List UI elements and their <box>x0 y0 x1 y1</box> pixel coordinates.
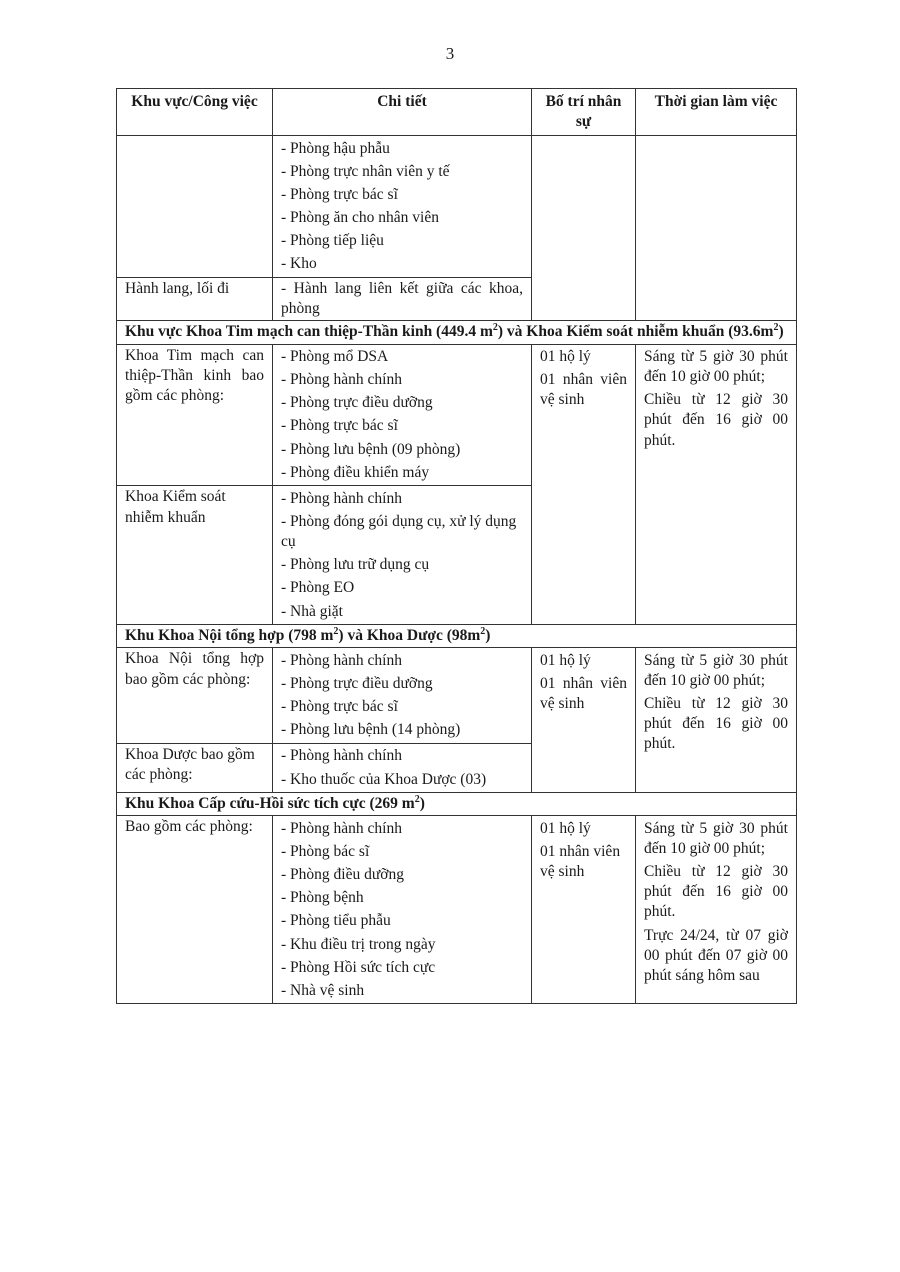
detail-item: - Phòng ăn cho nhân viên <box>281 209 439 227</box>
section-title: Khu Khoa Cấp cứu-Hồi sức tích cực (269 $m^2$) <box>117 793 797 816</box>
detail-item: - Phòng hành chính <box>281 371 402 389</box>
header-time: Thời gian làm việc <box>636 89 797 136</box>
detail-cell <box>273 344 532 486</box>
staff-item: 01 hộ lý <box>540 348 591 366</box>
detail-item: - Phòng hành chính <box>281 489 402 507</box>
staff-cell <box>532 816 636 1004</box>
detail-cell <box>273 486 532 625</box>
area-cell: Hành lang, lối đi <box>117 278 273 321</box>
staff-cell <box>532 344 636 625</box>
area-cell: Khoa Dược bao gồm các phòng: <box>117 743 273 792</box>
header-area: Khu vực/Công việc <box>117 89 273 136</box>
detail-item: - Phòng tiểu phẫu <box>281 912 391 930</box>
time-item: Chiều từ 12 giờ 30 phút đến 16 giờ 00 phút. <box>644 863 788 921</box>
area-cell: Bao gồm các phòng: <box>117 816 273 1004</box>
area-cell: Khoa Nội tổng hợp bao gồm các phòng: <box>117 648 273 744</box>
detail-item: - Phòng Hồi sức tích cực <box>281 958 436 976</box>
detail-item: - Kho thuốc của Khoa Dược (03) <box>281 770 487 788</box>
detail-item: - Phòng hành chính <box>281 651 402 669</box>
assignment-table <box>116 88 797 1004</box>
section-title: Khu Khoa Nội tổng hợp (798 $m^2$) và Khoa Dược $(98m^2)$ <box>117 625 797 648</box>
detail-item: - Kho <box>281 255 317 273</box>
detail-item: - Phòng lưu trữ dụng cụ <box>281 556 430 574</box>
time-item: Sáng từ 5 giờ 30 phút đến 10 giờ 00 phút; <box>644 819 788 857</box>
detail-item: - Khu điều trị trong ngày <box>281 935 436 953</box>
section-header-row <box>117 625 797 648</box>
detail-item: - Phòng bác sĩ <box>281 843 370 860</box>
time-cell <box>636 344 797 625</box>
time-cell <box>636 648 797 793</box>
header-staff: Bố trí nhân sự <box>532 89 636 136</box>
detail-item: - Phòng hành chính <box>281 747 402 765</box>
section-header-row <box>117 321 797 344</box>
detail-cell <box>273 743 532 792</box>
detail-cell <box>273 816 532 1004</box>
staff-item: 01 nhân viên vệ sinh <box>540 843 621 881</box>
detail-item: - Phòng trực nhân viên y tế <box>281 162 450 180</box>
area-cell: Khoa Tim mạch can thiệp-Thần kinh bao gồm các phòng: <box>117 344 273 486</box>
detail-item: - Phòng điều dưỡng <box>281 866 404 884</box>
detail-item: - Phòng trực điều dưỡng <box>281 394 433 412</box>
detail-item: - Phòng đóng gói dụng cụ, xử lý dụng cụ <box>281 513 517 551</box>
area-cell <box>117 136 273 278</box>
page-number: 3 <box>445 44 455 63</box>
time-item: Sáng từ 5 giờ 30 phút đến 10 giờ 00 phút; <box>644 651 788 690</box>
detail-item: - Phòng trực bác sĩ <box>281 698 398 716</box>
staff-item: 01 hộ lý <box>540 651 591 669</box>
detail-item: - Phòng hành chính <box>281 819 402 837</box>
section-header-row <box>117 793 797 816</box>
detail-item: - Phòng điều khiển máy <box>281 463 430 481</box>
staff-item: 01 nhân viên vệ sinh <box>540 371 627 409</box>
staff-item: 01 nhân viên vệ sinh <box>540 675 627 713</box>
detail-cell: - Hành lang liên kết giữa các khoa, phòng <box>273 278 532 321</box>
table-row <box>117 136 797 278</box>
detail-item: - Phòng trực bác sĩ <box>281 417 398 435</box>
detail-item: - Phòng lưu bệnh (14 phòng) <box>281 721 461 739</box>
detail-item: - Phòng trực điều dưỡng <box>281 675 433 693</box>
table-row <box>117 344 797 486</box>
detail-item: - Phòng mổ DSA <box>281 348 389 366</box>
detail-item: - Phòng trực bác sĩ <box>281 186 398 204</box>
detail-item: - Phòng bệnh <box>281 889 364 907</box>
time-item: Chiều từ 12 giờ 30 phút đến 16 giờ 00 phút. <box>644 695 788 753</box>
table-row <box>117 648 797 744</box>
time-item: Sáng từ 5 giờ 30 phút đến 10 giờ 00 phút; <box>644 348 788 386</box>
staff-cell <box>532 136 636 321</box>
time-cell <box>636 136 797 321</box>
detail-item: - Phòng tiếp liệu <box>281 232 384 250</box>
detail-item: - Nhà giặt <box>281 602 343 620</box>
table-row <box>117 816 797 1004</box>
detail-cell <box>273 648 532 744</box>
section-title: Khu vực Khoa Tim mạch can thiệp-Thần kinh (449.4 $m^2$) và Khoa Kiểm soát nhiễm khuẩn $(93.6m^2)$ <box>117 321 797 344</box>
area-cell: Khoa Kiểm soát nhiễm khuẩn <box>117 486 273 625</box>
staff-item: 01 hộ lý <box>540 819 591 837</box>
detail-item: - Nhà vệ sinh <box>281 981 365 999</box>
table-header-row <box>117 89 797 136</box>
detail-item: - Phòng hậu phẫu <box>281 139 390 157</box>
detail-cell <box>273 136 532 278</box>
detail-item: - Phòng EO <box>281 579 355 597</box>
detail-item: - Phòng lưu bệnh (09 phòng) <box>281 440 461 458</box>
time-item: Trực 24/24, từ 07 giờ 00 phút đến 07 giờ 00 phút sáng hôm sau <box>644 926 788 984</box>
time-cell <box>636 816 797 1004</box>
staff-cell <box>532 648 636 793</box>
time-item: Chiều từ 12 giờ 30 phút đến 16 giờ 00 phút. <box>644 391 788 449</box>
header-detail: Chi tiết <box>273 89 532 136</box>
